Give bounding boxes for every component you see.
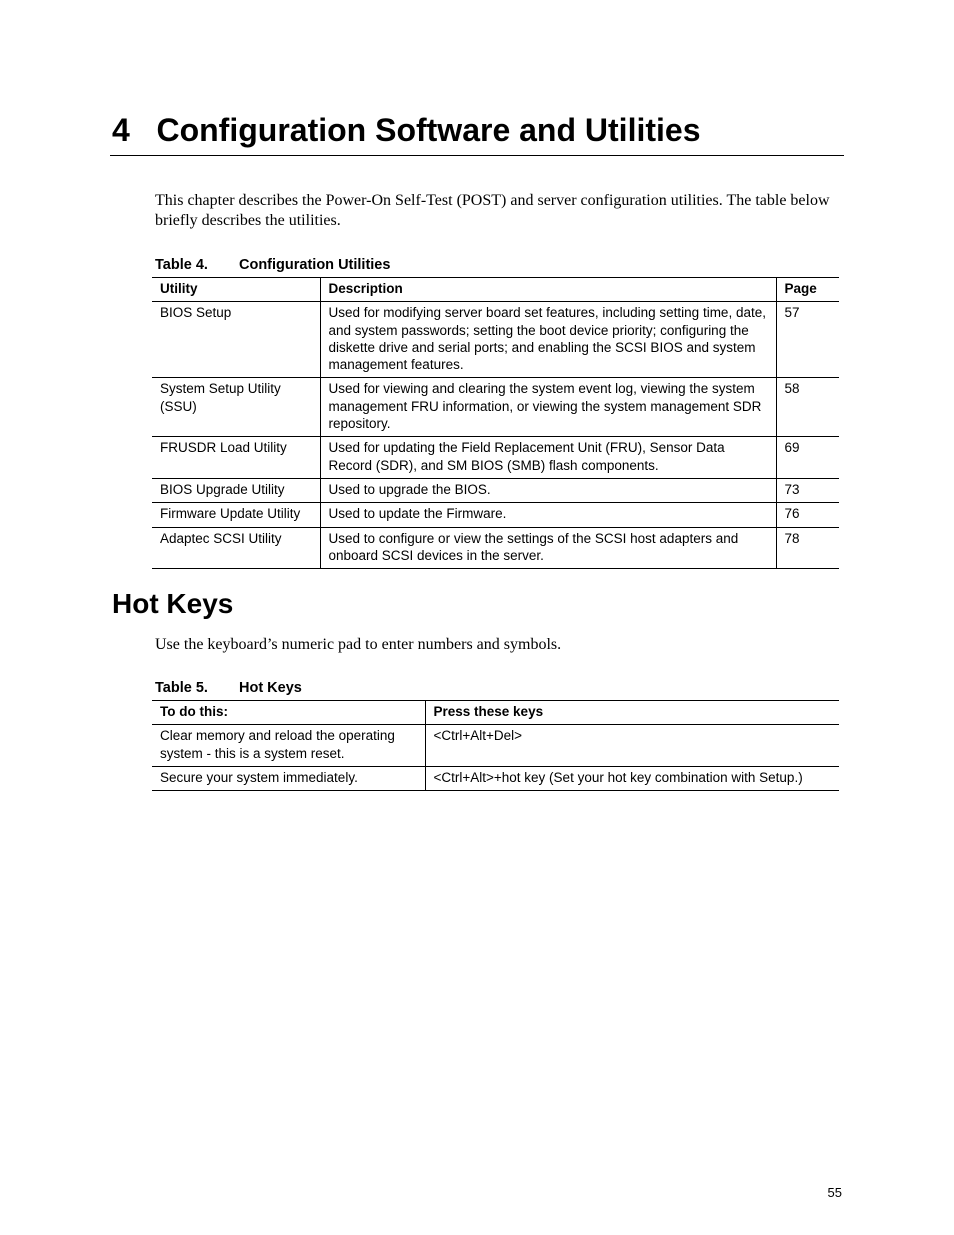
table-row — [152, 478, 839, 502]
table-row — [152, 378, 839, 437]
page-number: 55 — [827, 1185, 842, 1200]
cell-utility: BIOS Upgrade Utility — [152, 478, 320, 502]
chapter-title-rule — [110, 155, 844, 156]
table5-caption — [155, 679, 302, 697]
cell-utility: Firmware Update Utility — [152, 503, 320, 527]
table5-title: Hot Keys — [239, 680, 302, 696]
table-header-row — [152, 701, 839, 725]
cell-keys: <Ctrl+Alt>+hot key (Set your hot key combination with Setup.) — [425, 766, 839, 790]
cell-description: Used for modifying server board set features, including setting time, date, and system passwords; setting the boot device priority; configuring the diskette drive and serial ports; and enabling the SCSI BIOS and system management features. — [320, 302, 776, 378]
cell-page: 76 — [776, 503, 839, 527]
cell-page: 58 — [776, 378, 839, 437]
configuration-utilities-table — [152, 277, 839, 569]
hot-keys-intro: Use the keyboard’s numeric pad to enter numbers and symbols. — [155, 636, 562, 653]
cell-description: Used to update the Firmware. — [320, 503, 776, 527]
chapter-number: 4 — [112, 112, 130, 148]
cell-utility: Adaptec SCSI Utility — [152, 527, 320, 569]
header-description: Description — [320, 278, 776, 302]
header-page: Page — [776, 278, 839, 302]
cell-keys: <Ctrl+Alt+Del> — [425, 725, 839, 767]
header-utility: Utility — [152, 278, 320, 302]
cell-action: Clear memory and reload the operating system - this is a system reset. — [152, 725, 425, 767]
chapter-title-text: Configuration Software and Utilities — [156, 112, 701, 148]
cell-page: 73 — [776, 478, 839, 502]
cell-page: 78 — [776, 527, 839, 569]
hot-keys-table — [152, 700, 839, 791]
header-press-these-keys: Press these keys — [425, 701, 839, 725]
table-row — [152, 725, 839, 767]
chapter-intro-paragraph: This chapter describes the Power-On Self-Test (POST) and server configuration utilities. The table below briefly describes the utilities. — [155, 192, 830, 229]
cell-utility: FRUSDR Load Utility — [152, 437, 320, 479]
table-row — [152, 503, 839, 527]
table-row — [152, 766, 839, 790]
table4-title: Configuration Utilities — [239, 257, 391, 273]
table-row — [152, 527, 839, 569]
cell-description: Used to configure or view the settings of the SCSI host adapters and onboard SCSI devices in the server. — [320, 527, 776, 569]
cell-description: Used for viewing and clearing the system event log, viewing the system management FRU information, or viewing the system management SDR repository. — [320, 378, 776, 437]
table-row — [152, 437, 839, 479]
hot-keys-heading: Hot Keys — [112, 588, 234, 619]
cell-utility: BIOS Setup — [152, 302, 320, 378]
cell-description: Used to upgrade the BIOS. — [320, 478, 776, 502]
cell-action: Secure your system immediately. — [152, 766, 425, 790]
chapter-title — [112, 108, 844, 152]
table-row — [152, 302, 839, 378]
cell-utility: System Setup Utility (SSU) — [152, 378, 320, 437]
table5-label: Table 5. — [155, 680, 208, 696]
cell-description: Used for updating the Field Replacement Unit (FRU), Sensor Data Record (SDR), and SM BIOS (SMB) flash components. — [320, 437, 776, 479]
table4-label: Table 4. — [155, 257, 208, 273]
cell-page: 69 — [776, 437, 839, 479]
table-header-row — [152, 278, 839, 302]
header-to-do-this: To do this: — [152, 701, 425, 725]
cell-page: 57 — [776, 302, 839, 378]
table4-caption — [155, 256, 390, 274]
